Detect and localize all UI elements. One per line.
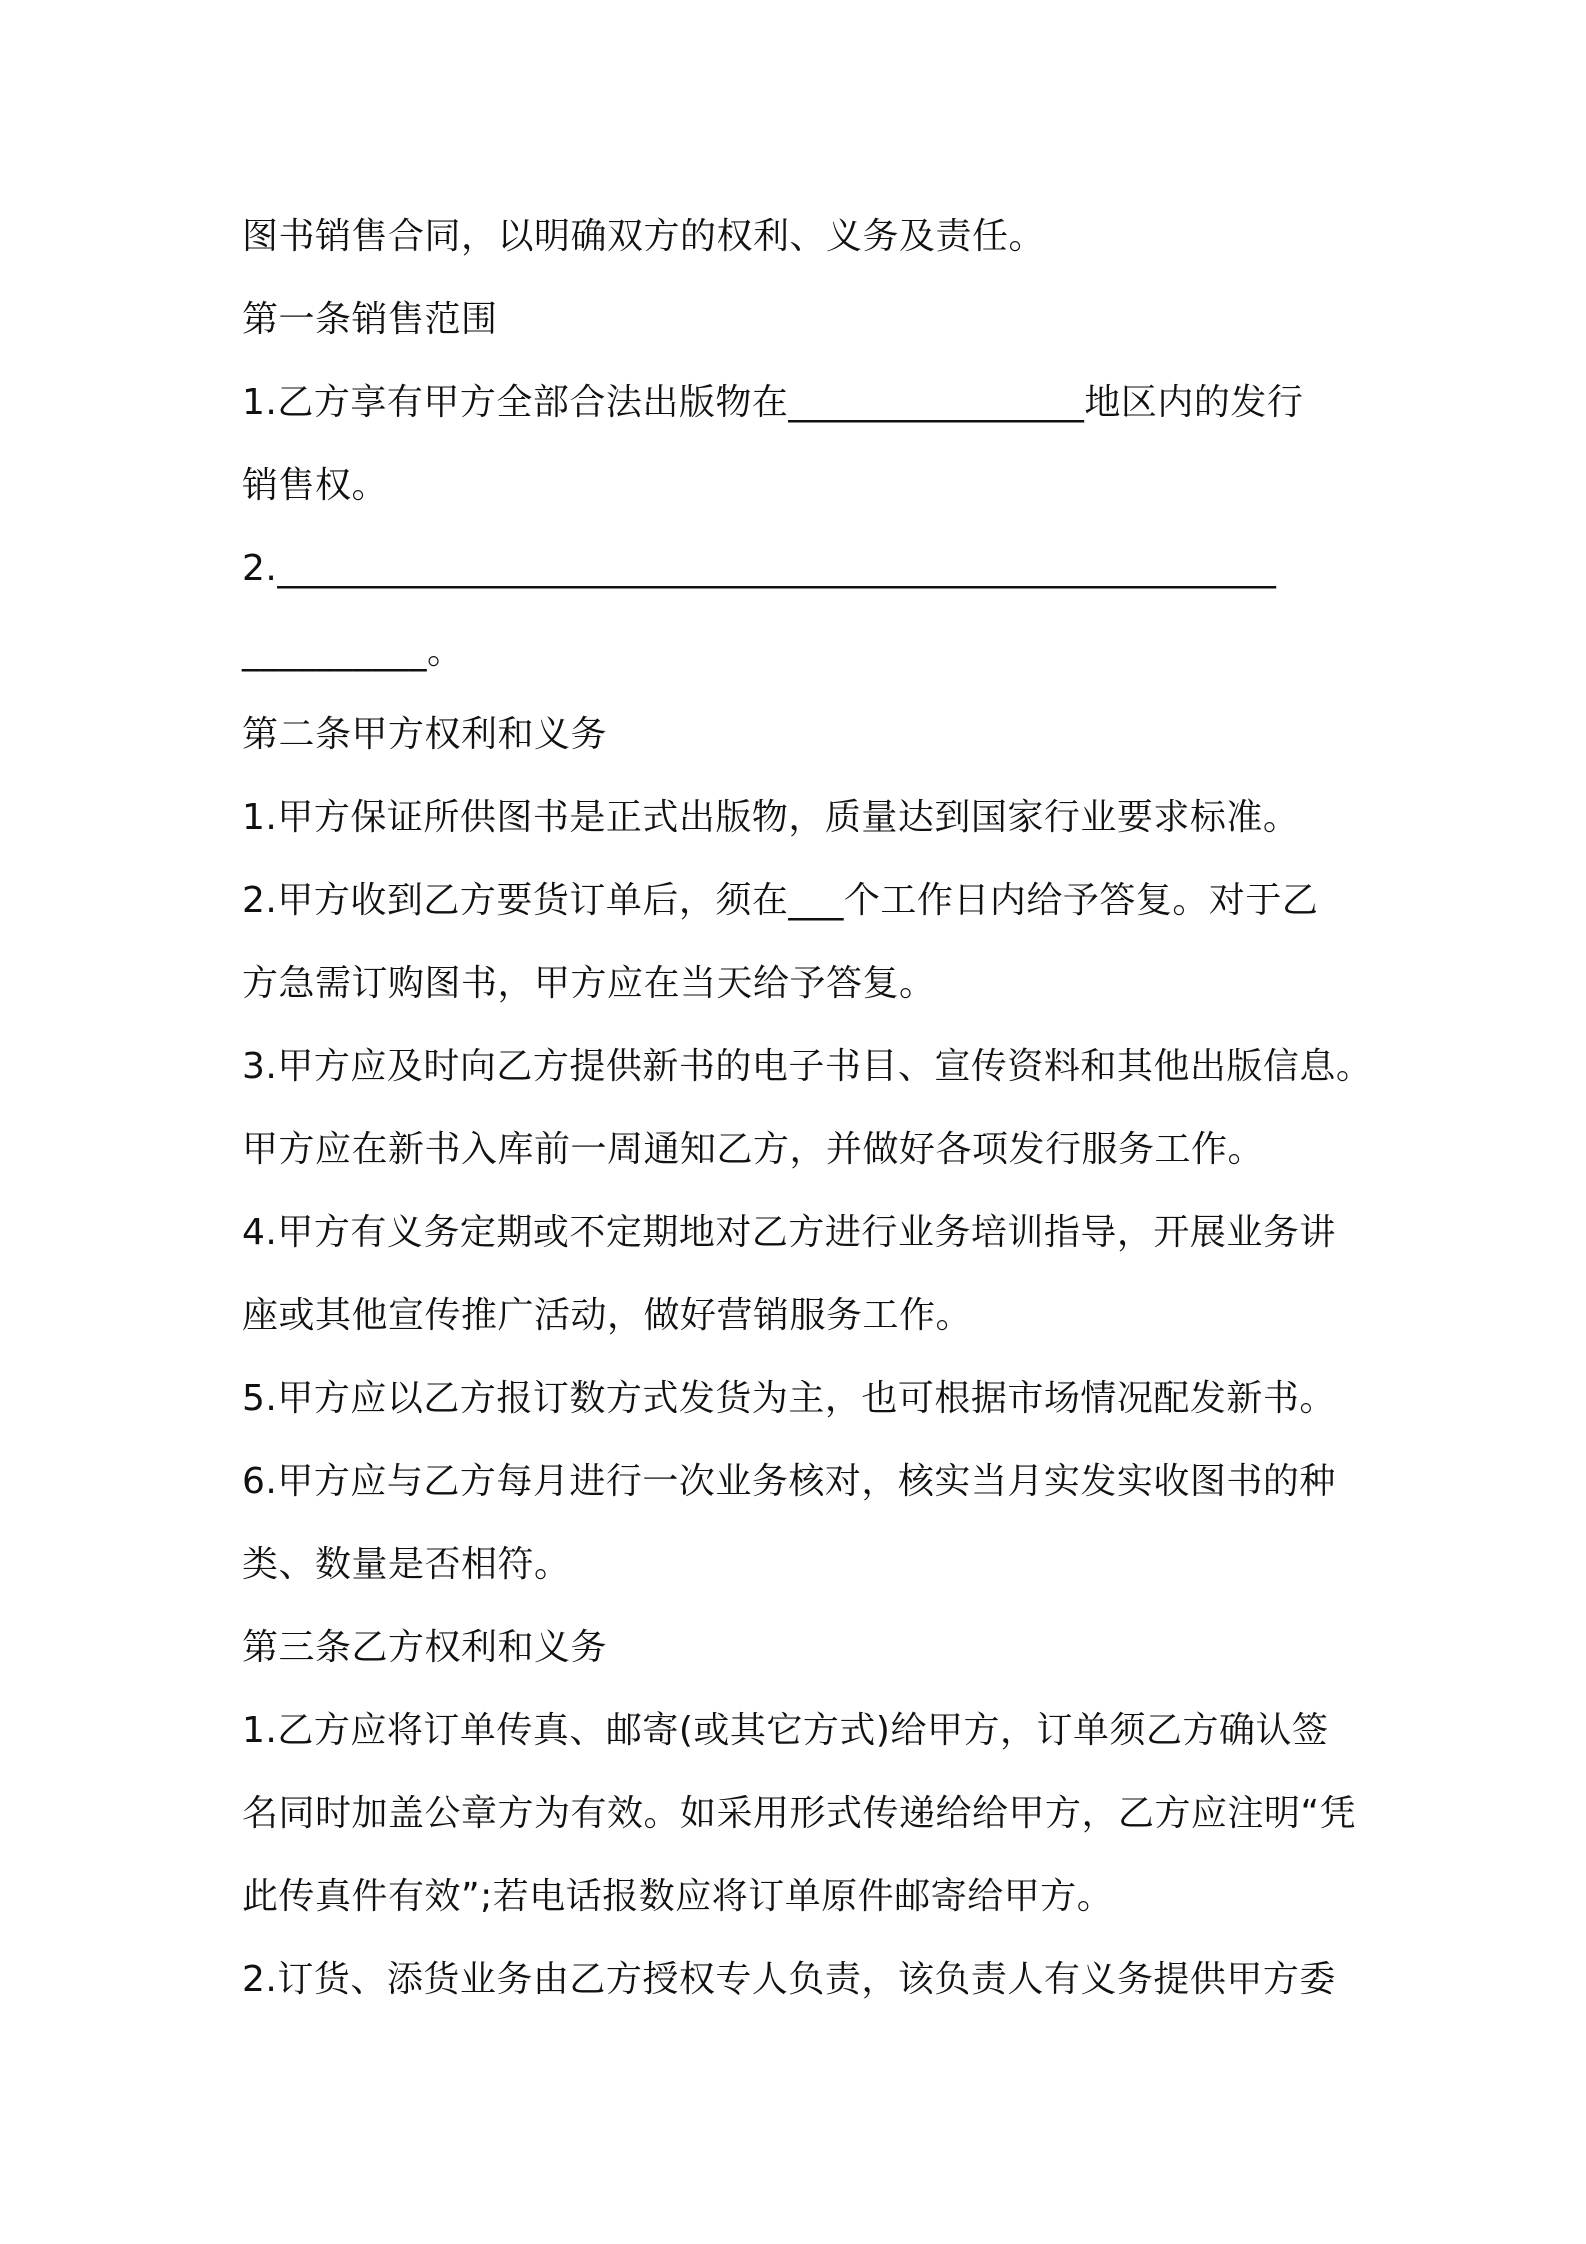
text-line: 图书销售合同，以明确双方的权利、义务及责任。 <box>242 216 1046 257</box>
text-line: 4.甲方有义务定期或不定期地对乙方进行业务培训指导，开展业务讲 <box>242 1212 1336 1253</box>
text-line: 名同时加盖公章方为有效。如采用形式传递给给甲方，乙方应注明“凭 <box>242 1793 1357 1834</box>
text-line: 此传真件有效”;若电话报数应将订单原件邮寄给甲方。 <box>242 1876 1114 1917</box>
section-heading: 第一条销售范围 <box>242 299 498 340</box>
text-line: 座或其他宣传推广活动，做好营销服务工作。 <box>242 1295 973 1336</box>
text-line: 销售权。 <box>242 465 389 506</box>
text-line: 类、数量是否相符。 <box>242 1544 571 1585</box>
section-heading: 第三条乙方权利和义务 <box>242 1627 608 1668</box>
text-line: 2.______________________________________________________ <box>242 548 1277 589</box>
text-line: __________。 <box>242 631 464 672</box>
text-line: 甲方应在新书入库前一周通知乙方，并做好各项发行服务工作。 <box>242 1129 1265 1170</box>
text-line: 1.甲方保证所供图书是正式出版物，质量达到国家行业要求标准。 <box>242 797 1300 838</box>
text-line: 1.乙方享有甲方全部合法出版物在________________地区内的发行 <box>242 382 1304 423</box>
text-line: 方急需订购图书，甲方应在当天给予答复。 <box>242 963 936 1004</box>
text-line: 3.甲方应及时向乙方提供新书的电子书目、宣传资料和其他出版信息。 <box>242 1046 1373 1087</box>
section-heading: 第二条甲方权利和义务 <box>242 714 608 755</box>
text-line: 1.乙方应将订单传真、邮寄(或其它方式)给甲方，订单须乙方确认签 <box>242 1710 1329 1751</box>
document-body <box>242 195 1373 2021</box>
text-line: 5.甲方应以乙方报订数方式发货为主，也可根据市场情况配发新书。 <box>242 1378 1336 1419</box>
text-line: 2.甲方收到乙方要货订单后，须在___个工作日内给予答复。对于乙 <box>242 880 1319 921</box>
text-line: 6.甲方应与乙方每月进行一次业务核对，核实当月实发实收图书的种 <box>242 1461 1336 1502</box>
text-line: 2.订货、添货业务由乙方授权专人负责，该负责人有义务提供甲方委 <box>242 1959 1336 2000</box>
